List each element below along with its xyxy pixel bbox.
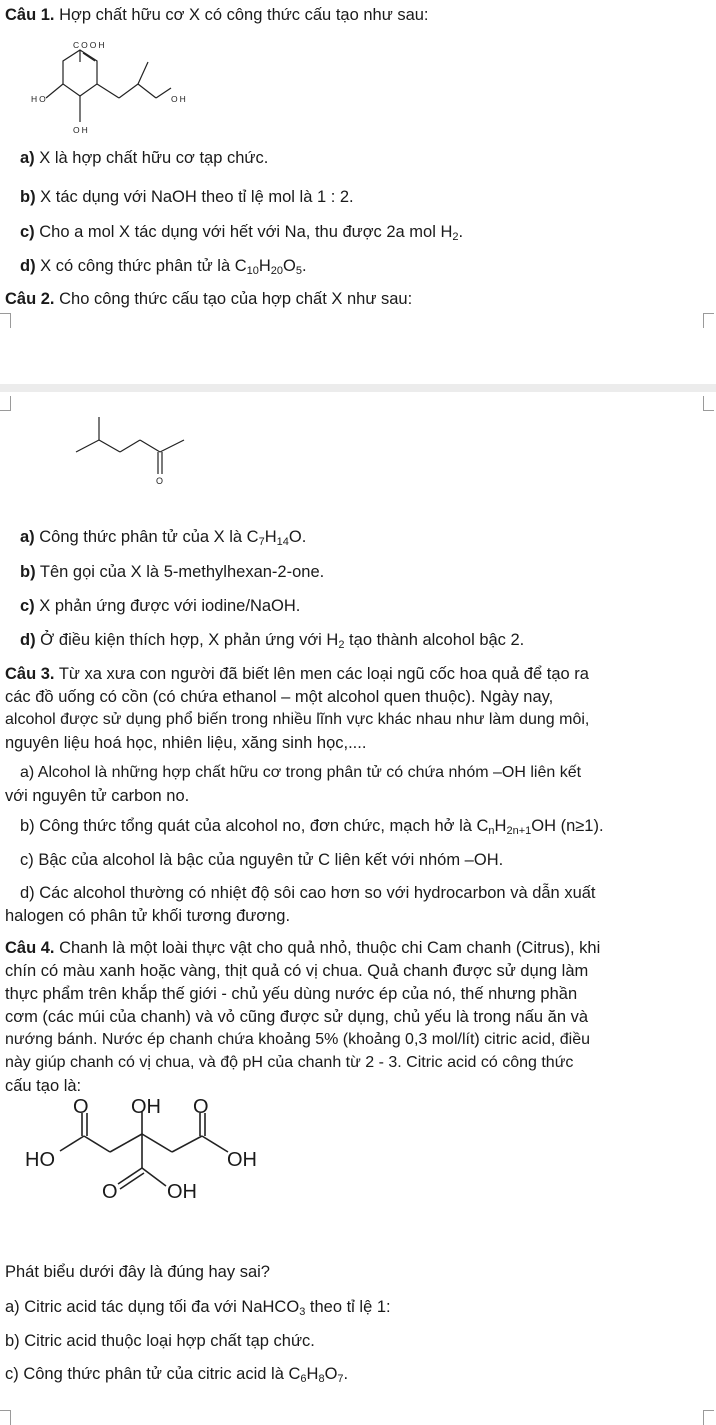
q1-option-b-text: X tác dụng với NaOH theo tỉ lệ mol là 1 : 2. [40, 188, 354, 206]
q2-option-a-text: Công thức phân tử của X là C [39, 528, 259, 546]
q1-option-d-label: d) [20, 257, 36, 275]
q1-formula-sub-h: 20 [270, 265, 284, 277]
q4-bond-oh-right [202, 1136, 228, 1152]
q2-option-d-label: d) [20, 631, 36, 649]
q4-option-c [5, 1364, 348, 1384]
q3-option-d-line-2: halogen có phân tử khối tương đương. [5, 907, 291, 925]
q1-option-c-label: c) [20, 223, 35, 241]
q2-oxygen-label: O [156, 476, 164, 486]
q4-stem-line-7: cấu tạo là: [5, 1077, 82, 1095]
q4-stem-text-1: Chanh là một loài thực vật cho quả nhỏ, thuộc chi Cam chanh (Citrus), khi [59, 939, 601, 957]
q4-label-o-bottom: O [102, 1181, 118, 1203]
q4-stem-line-3: thực phẩm trên khắp thế giới - chủ yếu dùng nước ép của nó, thế nhưng phần [5, 985, 578, 1003]
q1-option-c-sub: 2 [452, 231, 459, 243]
q1-ho-label: HO [31, 94, 48, 104]
q4-label-oh-right: OH [227, 1149, 257, 1171]
q1-formula-sub-c: 10 [246, 265, 259, 277]
q1-option-d-text: X có công thức phân tử là C [40, 257, 247, 275]
crop-corner-bottom-left [0, 1410, 11, 1425]
q2-option-a-end: O. [288, 528, 307, 546]
q2-option-b-text: Tên gọi của X là 5-methylhexan-2-one. [39, 563, 325, 581]
q4-option-a-text: a) Citric acid tác dụng tối đa với NaHCO [5, 1298, 300, 1316]
q4-label-ho: HO [25, 1149, 55, 1171]
q4-stem-line-2: chín có màu xanh hoặc vàng, thịt quả có vị chua. Quả chanh được sử dụng làm [5, 962, 589, 980]
q4-label-oh-bottom: OH [167, 1181, 197, 1203]
q4-option-a [5, 1297, 391, 1317]
q4-stem-line-4: cơm (các múi của chanh) và vỏ cũng được sử dụng, chủ yếu là trong nấu ăn và [5, 1008, 589, 1026]
q3-option-b-text: b) Công thức tổng quát của alcohol no, đơn chức, mạch hở là C [20, 817, 489, 835]
q1-number: Câu 1. [5, 6, 55, 24]
q3-formula-sub-h: 2n+1 [506, 825, 532, 837]
q4-formula-h: H [306, 1365, 319, 1383]
q4-chain-1 [84, 1136, 110, 1152]
q4-bond-oh-bottom [142, 1168, 166, 1186]
q2-option-c-text: X phản ứng được với iodine/NaOH. [39, 597, 301, 615]
q2-option-c-label: c) [20, 597, 35, 615]
q1-formula-o: O [283, 257, 296, 275]
q3-option-c: c) Bậc của alcohol là bậc của nguyên tử C liên kết với nhóm –OH. [20, 851, 504, 869]
q3-stem-line-4: nguyên liệu hoá học, nhiên liệu, xăng sinh học,.... [5, 734, 367, 752]
q2-formula-h: H [264, 528, 277, 546]
q2-option-d-text: Ở điều kiện thích hợp, X phản ứng với H [40, 631, 339, 649]
q4-number: Câu 4. [5, 939, 55, 957]
q4-stem-line-5: nướng bánh. Nước ép chanh chứa khoảng 5% (khoảng 0,3 mol/lít) citric acid, điều [5, 1031, 590, 1048]
q3-formula-h: H [494, 817, 507, 835]
q2-stem-text: Cho công thức cấu tạo của hợp chất X như sau: [59, 290, 413, 308]
q1-oh-bottom-label: OH [73, 125, 90, 135]
q2-option-a-label: a) [20, 528, 35, 546]
q4-label-oh-top: OH [131, 1096, 161, 1118]
q4-option-c-end: . [343, 1365, 349, 1383]
q3-option-b-end: OH (n≥1). [531, 817, 604, 835]
q2-option-b-label: b) [20, 563, 36, 581]
q3-option-a-line-2: với nguyên tử carbon no. [5, 787, 190, 805]
q2-formula-sub-c: 7 [258, 536, 265, 548]
q3-stem-text-1: Từ xa xưa con người đã biết lên men các loại ngũ cốc hoa quả để tạo ra [58, 665, 589, 683]
q4-option-b: b) Citric acid thuộc loại hợp chất tạp chức. [5, 1332, 315, 1350]
q3-stem-line-3: alcohol được sử dụng phổ biến trong nhiều lĩnh vực khác nhau như làm dung môi, [5, 711, 590, 728]
q2-formula-sub-h: 14 [276, 536, 289, 548]
q3-formula-sub-c: n [488, 825, 495, 837]
q1-formula-h: H [258, 257, 271, 275]
q4-bond-ho [60, 1136, 84, 1151]
q4-option-a-end: theo tỉ lệ 1: [305, 1298, 391, 1316]
q4-formula-sub-c: 6 [300, 1373, 307, 1385]
q1-formula-sub-o: 5 [295, 265, 303, 277]
q1-cooh-label: COOH [73, 40, 107, 50]
q4-formula-sub-o: 7 [337, 1373, 344, 1385]
q1-oh-right-label: OH [171, 94, 188, 104]
q1-option-d-end: . [302, 257, 307, 275]
q1-option-a-text: X là hợp chất hữu cơ tạp chức. [39, 149, 269, 167]
q4-label-o1: O [73, 1096, 89, 1118]
q2-option-d-sub: 2 [338, 639, 345, 651]
q4-option-a-sub: 3 [299, 1306, 306, 1318]
q4-label-o2: O [193, 1096, 209, 1118]
q3-stem-line-2: các đồ uống có cồn (có chứa ethanol – một alcohol quen thuộc). Ngày nay, [5, 688, 554, 706]
q4-stem-line-6: này giúp chanh có vị chua, và độ pH của chanh từ 2 - 3. Citric acid có công thức [5, 1054, 574, 1071]
q4-formula-o: O [324, 1365, 338, 1383]
q2-option-d-end: tạo thành alcohol bậc 2. [344, 631, 525, 649]
q4-chain-2 [110, 1134, 142, 1152]
q1-option-c-end: . [458, 223, 464, 241]
q4-formula-sub-h: 8 [318, 1373, 325, 1385]
q3-number: Câu 3. [5, 665, 55, 683]
q1-option-a-label: a) [20, 149, 35, 167]
q1-stem-text: Hợp chất hữu cơ X có công thức cấu tạo như sau: [59, 6, 429, 24]
q2-number: Câu 2. [5, 290, 55, 308]
q1-option-b-label: b) [20, 188, 36, 206]
q3-option-d-line-1: d) Các alcohol thường có nhiệt độ sôi cao hơn so với hydrocarbon và dẫn xuất [20, 884, 596, 902]
q1-option-c-text: Cho a mol X tác dụng với hết với Na, thu được 2a mol H [39, 223, 453, 241]
q4-chain-4 [172, 1136, 202, 1152]
q4-chain-3 [142, 1134, 172, 1152]
crop-corner-bottom-right [703, 1410, 714, 1425]
q4-prompt: Phát biểu dưới đây là đúng hay sai? [5, 1263, 270, 1281]
q4-option-c-text: c) Công thức phân tử của citric acid là C [5, 1365, 301, 1383]
q3-option-a-line-1: a) Alcohol là những hợp chất hữu cơ trong phân tử có chứa nhóm –OH liên kết [20, 764, 582, 781]
